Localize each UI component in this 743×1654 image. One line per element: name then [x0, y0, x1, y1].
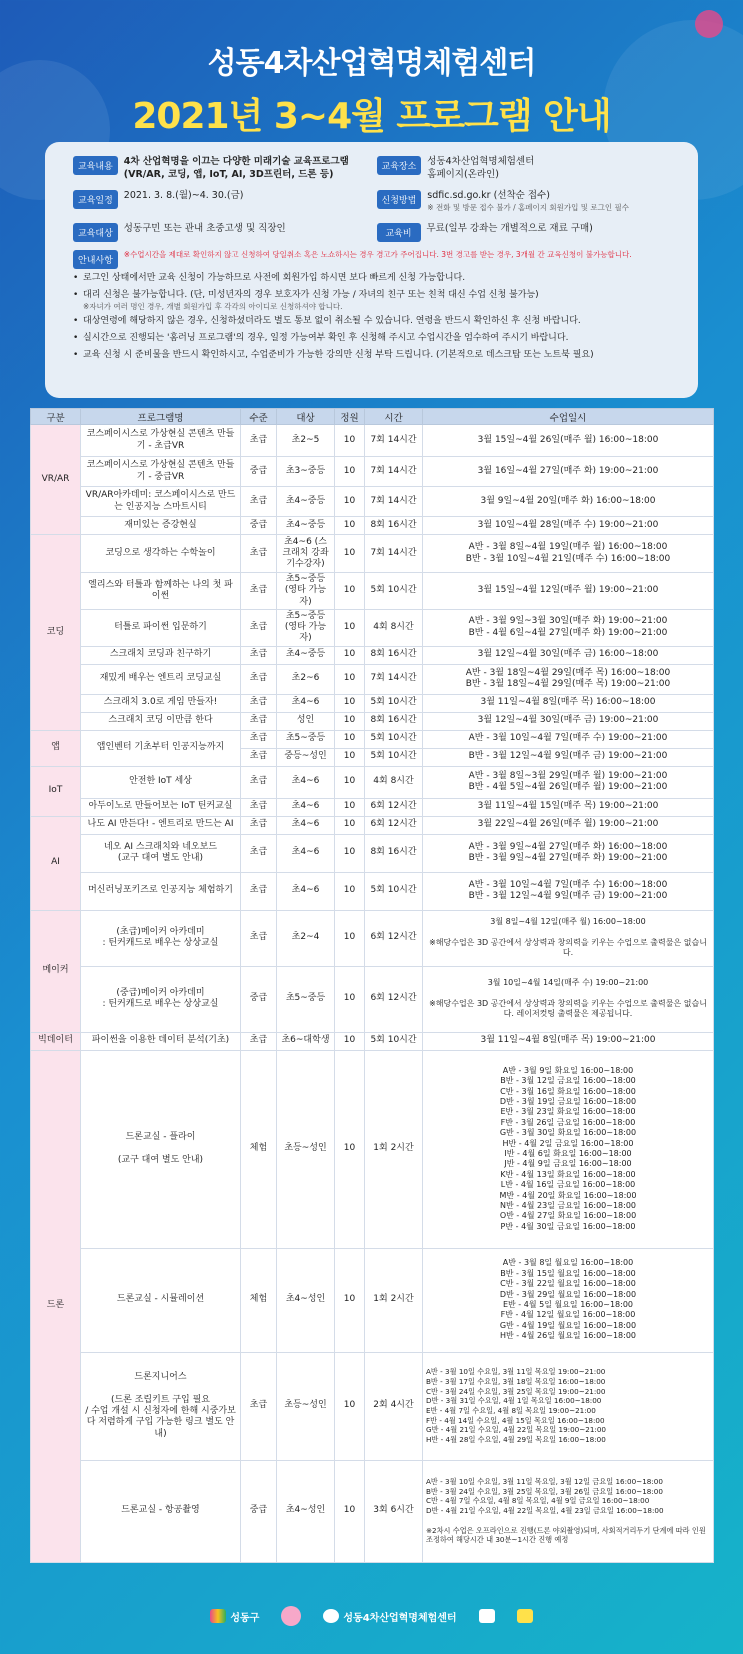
hours-cell: 5회 10시간	[365, 1032, 423, 1050]
target-cell: 초4~6	[277, 872, 335, 910]
capacity-cell: 10	[335, 1050, 365, 1248]
page-subtitle: 2021년 3~4월 프로그램 안내	[132, 96, 611, 137]
table-row	[31, 816, 714, 834]
hours-cell: 5회 10시간	[365, 573, 423, 610]
table-row	[31, 966, 714, 1032]
table-row	[31, 425, 714, 457]
hours-cell: 5회 10시간	[365, 730, 423, 748]
fee-tag: 교육비	[377, 223, 421, 242]
capacity-cell: 10	[335, 910, 365, 966]
level-cell: 체험	[241, 1248, 277, 1352]
capacity-cell: 10	[335, 872, 365, 910]
category-cell: 메이커	[31, 910, 81, 1032]
level-cell: 초급	[241, 425, 277, 457]
target-cell: 초등~성인	[277, 1050, 335, 1248]
category-cell: VR/AR	[31, 425, 81, 535]
level-cell: 초급	[241, 1352, 277, 1460]
hours-cell: 8회 16시간	[365, 646, 423, 664]
target-cell: 초5~중등 (영타 가능자)	[277, 573, 335, 610]
category-cell: 앱	[31, 730, 81, 766]
target-cell: 초4~중등	[277, 487, 335, 517]
capacity-cell: 10	[335, 730, 365, 748]
schedule-cell: A반 - 3월 10일 수요일, 3월 11일 목요일 19:00~21:00 B반 - 3월 17일 수요일, 3월 18일 목요일 16:00~18:00 C반 - 3월 24일 수요일, 3월 25일 목요일 19:00~21:00 D반 - 3월 31일 수요일, 4월 1일 목요일 16:00~18:00 E반 - 4월 7일 수요일, 4월 8일 목요일 19:00~21:00 F반 - 4월 14일 수요일, 4월 15일 목요일 16:00~18:00 G반 - 4월 21일 수요일, 4월 22일 목요일 19:00~21:00 H반 - 4월 28일 수요일, 4월 29일 목요일 16:00~18:00	[423, 1352, 714, 1460]
capacity-cell: 10	[335, 1032, 365, 1050]
level-cell: 초급	[241, 694, 277, 712]
level-cell: 중급	[241, 457, 277, 487]
hours-cell: 4회 8시간	[365, 766, 423, 798]
info-box	[45, 142, 698, 398]
schedule-cell: A반 - 3월 10일~4월 7일(매주 수) 16:00~18:00 B반 - 3월 12일~4월 9일(매주 금) 19:00~21:00	[423, 872, 714, 910]
target-cell: 초4~6	[277, 766, 335, 798]
capacity-cell: 10	[335, 457, 365, 487]
capacity-cell: 10	[335, 1352, 365, 1460]
schedule-cell: 3월 8일~4월 12일(매주 월) 16:00~18:00 ※해당수업은 3D 공간에서 상상력과 창의력을 키우는 수업으로 출력물은 없습니다.	[423, 910, 714, 966]
target-cell: 초4~중등	[277, 646, 335, 664]
col-schedule: 수업일시	[423, 409, 714, 425]
target-cell: 초5~중등	[277, 730, 335, 748]
table-row	[31, 798, 714, 816]
notice-item: • 대상연령에 해당하지 않은 경우, 신청하셨더라도 별도 통보 없이 취소될 수 있습니다. 연령을 반드시 확인하신 후 신청 바랍니다.	[73, 316, 680, 328]
notice-text: ※수업시간을 제대로 확인하지 않고 신청하여 당일취소 혹은 노쇼하시는 경우 경고가 주어집니다. 3번 경고를 받는 경우, 3개월 간 교육신청이 불가능합니다.	[123, 250, 632, 260]
notice-tag: 안내사항	[73, 250, 118, 269]
target-cell: 초4~6 (스크래치 강좌 기수강자)	[277, 535, 335, 573]
schedule-cell: 3월 12일~4월 30일(매주 금) 16:00~18:00	[423, 646, 714, 664]
mascot-icon	[281, 1606, 301, 1626]
program-name-cell: 파이썬을 이용한 데이터 분석(기초)	[81, 1032, 241, 1050]
table-row	[31, 834, 714, 872]
capacity-cell: 10	[335, 694, 365, 712]
schedule-cell: A반 - 3월 8일~3월 29일(매주 월) 19:00~21:00 B반 - 4월 5일~4월 26일(매주 월) 19:00~21:00	[423, 766, 714, 798]
program-name-cell: 재미있는 증강현실	[81, 517, 241, 535]
table-row	[31, 872, 714, 910]
target-cell: 성인	[277, 712, 335, 730]
target-cell: 초2~4	[277, 910, 335, 966]
schedule-cell: 3월 11일~4월 8일(매주 목) 16:00~18:00	[423, 694, 714, 712]
capacity-cell: 10	[335, 816, 365, 834]
program-name-cell: (중급)메이커 아카데미 : 틴커캐드로 배우는 상상교실	[81, 966, 241, 1032]
program-name-cell: 안전한 IoT 세상	[81, 766, 241, 798]
schedule-cell: B반 - 3월 12일~4월 9일(매주 금) 19:00~21:00	[423, 748, 714, 766]
target-cell: 초2~6	[277, 664, 335, 694]
schedule-cell: A반 - 3월 9일~4월 27일(매주 화) 16:00~18:00 B반 - 3월 9일~4월 27일(매주 화) 19:00~21:00	[423, 834, 714, 872]
level-cell: 초급	[241, 834, 277, 872]
schedule-cell: 3월 15일~4월 26일(매주 월) 16:00~18:00	[423, 425, 714, 457]
level-cell: 초급	[241, 664, 277, 694]
level-cell: 초급	[241, 730, 277, 748]
table-row	[31, 535, 714, 573]
level-cell: 초급	[241, 910, 277, 966]
target-cell: 중등~성인	[277, 748, 335, 766]
schedule-cell: 3월 11일~4월 8일(매주 목) 19:00~21:00	[423, 1032, 714, 1050]
schedule-cell: A반 - 3월 10일~4월 7일(매주 수) 19:00~21:00	[423, 730, 714, 748]
hours-cell: 7회 14시간	[365, 487, 423, 517]
table-row	[31, 517, 714, 535]
capacity-cell: 10	[335, 748, 365, 766]
level-cell: 체험	[241, 1050, 277, 1248]
col-category: 구분	[31, 409, 81, 425]
table-row	[31, 1032, 714, 1050]
target-cell: 초3~중등	[277, 457, 335, 487]
content-text-2: (VR/AR, 코딩, 앱, IoT, AI, 3D프린터, 드론 등)	[123, 168, 334, 180]
date-tag: 교육일정	[73, 190, 118, 209]
table-row	[31, 712, 714, 730]
level-cell: 초급	[241, 748, 277, 766]
footer-logos	[0, 1606, 743, 1626]
schedule-cell: 3월 11일~4월 15일(매주 목) 19:00~21:00	[423, 798, 714, 816]
capacity-cell: 10	[335, 517, 365, 535]
program-name-cell: 드론지니어스 (드론 조립키트 구입 필요 / 수업 개설 시 신청자에 한해 시중가보다 저렴하게 구입 가능한 링크 별도 안내)	[81, 1352, 241, 1460]
target-text: 성동구민 또는 관내 초중고생 및 직장인	[123, 223, 286, 235]
schedule-cell: A반 - 3월 10일 수요일, 3월 11일 목요일, 3월 12일 금요일 16:00~18:00 B반 - 3월 24일 수요일, 3월 25일 목요일, 3월 26일 금요일 16:00~18:00 C반 - 4월 7일 수요일, 4월 8일 목요일, 4월 9일 금요일 16:00~18:00 D반 - 4월 21일 수요일, 4월 22일 목요일, 4월 23일 금요일 16:00~18:00 ※2차시 수업은 오프라인으로 진행(드론 야외촬영)되며, 사회적거리두기 단계에 따라 인원 조정하여 해당시간 내 30분~1시간 진행 예정	[423, 1460, 714, 1562]
target-cell: 초4~6	[277, 694, 335, 712]
schedule-cell: A반 - 3월 9일 화요일 16:00~18:00 B반 - 3월 12일 금요일 16:00~18:00 C반 - 3월 16일 화요일 16:00~18:00 D반 - 3월 19일 금요일 16:00~18:00 E반 - 3월 23일 화요일 16:00~18:00 F반 - 3월 26일 금요일 16:00~18:00 G반 - 3월 30일 화요일 16:00~18:00 H반 - 4월 2일 금요일 16:00~18:00 I반 - 4월 6일 화요일 16:00~18:00 J반 - 4월 9일 금요일 16:00~18:00 K반 - 4월 13일 화요일 16:00~18:00 L반 - 4월 16일 금요일 16:00~18:00 M반 - 4월 20일 화요일 16:00~18:00 N반 - 4월 23일 금요일 16:00~18:00 O반 - 4월 27일 화요일 16:00~18:00 P반 - 4월 30일 금요일 16:00~18:00	[423, 1050, 714, 1248]
target-cell: 초5~중등	[277, 966, 335, 1032]
target-cell: 초5~중등 (영타 가능자)	[277, 609, 335, 646]
hours-cell: 7회 14시간	[365, 535, 423, 573]
level-cell: 중급	[241, 517, 277, 535]
program-name-cell: 나도 AI 만든다! - 엔트리로 만드는 AI	[81, 816, 241, 834]
center-logo: 성동4차산업혁명체험센터	[323, 1609, 456, 1624]
hours-cell: 8회 16시간	[365, 517, 423, 535]
level-cell: 초급	[241, 573, 277, 610]
capacity-cell: 10	[335, 766, 365, 798]
schedule-cell: A반 - 3월 8일 월요일 16:00~18:00 B반 - 3월 15일 월요일 16:00~18:00 C반 - 3월 22일 월요일 16:00~18:00 D반 - 3월 29일 월요일 16:00~18:00 E반 - 4월 5일 월요일 16:00~18:00 F반 - 4월 12일 월요일 16:00~18:00 G반 - 4월 19일 월요일 16:00~18:00 H반 - 4월 26일 월요일 16:00~18:00	[423, 1248, 714, 1352]
table-row	[31, 766, 714, 798]
level-cell: 중급	[241, 966, 277, 1032]
program-name-cell: 머신러닝포키즈로 인공지능 체험하기	[81, 872, 241, 910]
decor-dot	[695, 10, 723, 38]
hours-cell: 5회 10시간	[365, 872, 423, 910]
hours-cell: 4회 8시간	[365, 609, 423, 646]
program-name-cell: 스크래치 코딩 이만큼 한다	[81, 712, 241, 730]
seongdong-logo: 성동구	[210, 1609, 259, 1624]
capacity-cell: 10	[335, 425, 365, 457]
notice-item: • 실시간으로 진행되는 '홈러닝 프로그램'의 경우, 일정 가능여부 확인 후 신청해 주시고 수업시간을 엄수하여 주시기 바랍니다.	[73, 333, 680, 345]
category-cell: AI	[31, 816, 81, 910]
program-name-cell: 아두이노로 만들어보는 IoT 틴커교실	[81, 798, 241, 816]
program-name-cell: 네오 AI 스크래치와 네오보드 (교구 대여 별도 안내)	[81, 834, 241, 872]
notice-sub: ※자녀가 여러 명인 경우, 개별 회원가입 후 각각의 아이디로 신청하셔야 합니다.	[83, 301, 343, 311]
hours-cell: 1회 2시간	[365, 1248, 423, 1352]
hours-cell: 6회 12시간	[365, 816, 423, 834]
program-name-cell: 코스페이시스로 가상현실 콘텐츠 만들기 - 초급VR	[81, 425, 241, 457]
hours-cell: 7회 14시간	[365, 457, 423, 487]
col-program: 프로그램명	[81, 409, 241, 425]
table-row	[31, 646, 714, 664]
table-row	[31, 487, 714, 517]
col-capacity: 정원	[335, 409, 365, 425]
unesco-logo	[479, 1609, 495, 1623]
date-text: 2021. 3. 8.(월)~4. 30.(금)	[123, 189, 244, 201]
program-name-cell: 드론교실 - 항공촬영	[81, 1460, 241, 1562]
capacity-cell: 10	[335, 798, 365, 816]
program-name-cell: 터틀로 파이썬 입문하기	[81, 609, 241, 646]
program-name-cell: 스크래치 3.0로 게임 만들자!	[81, 694, 241, 712]
program-name-cell: 코스페이시스로 가상현실 콘텐츠 만들기 - 중급VR	[81, 457, 241, 487]
target-cell: 초4~6	[277, 816, 335, 834]
table-row	[31, 664, 714, 694]
target-cell: 초등~성인	[277, 1352, 335, 1460]
level-cell: 초급	[241, 646, 277, 664]
program-name-cell: 재밌게 배우는 엔트리 코딩교실	[81, 664, 241, 694]
capacity-cell: 10	[335, 834, 365, 872]
place-text: 성동4차산업혁명체험센터	[427, 156, 535, 167]
target-tag: 교육대상	[73, 223, 118, 242]
target-cell: 초6~대학생	[277, 1032, 335, 1050]
level-cell: 초급	[241, 1032, 277, 1050]
schedule-cell: 3월 22일~4월 26일(매주 월) 19:00~21:00	[423, 816, 714, 834]
level-cell: 초급	[241, 816, 277, 834]
schedule-cell: 3월 10일~4월 28일(매주 수) 19:00~21:00	[423, 517, 714, 535]
level-cell: 초급	[241, 535, 277, 573]
table-row	[31, 573, 714, 610]
program-name-cell: VR/AR아카데미: 코스페이시스로 만드는 인공지능 스마트시티	[81, 487, 241, 517]
table-row	[31, 730, 714, 748]
target-cell: 초4~중등	[277, 517, 335, 535]
category-cell: 빅데이터	[31, 1032, 81, 1050]
target-cell: 초4~6	[277, 834, 335, 872]
hours-cell: 5회 10시간	[365, 748, 423, 766]
table-row	[31, 694, 714, 712]
apply-note: ※ 전화 및 방문 접수 불가 / 홈페이지 회원가입 및 로그인 필수	[427, 203, 629, 213]
target-cell: 초4~6	[277, 798, 335, 816]
capacity-cell: 10	[335, 573, 365, 610]
capacity-cell: 10	[335, 1248, 365, 1352]
hours-cell: 6회 12시간	[365, 798, 423, 816]
level-cell: 초급	[241, 712, 277, 730]
level-cell: 초급	[241, 487, 277, 517]
notice-item: • 교육 신청 시 준비물을 반드시 확인하시고, 수업준비가 가능한 강의만 신청 부탁 드립니다. (기본적으로 데스크탑 또는 노트북 필요)	[73, 350, 680, 362]
table-row	[31, 457, 714, 487]
schedule-cell: 3월 10일~4월 14일(매주 수) 19:00~21:00 ※해당수업은 3D 공간에서 상상력과 창의력을 키우는 수업으로 출력물은 없습니다. 레이저컷팅 출력물은 제공됩니다.	[423, 966, 714, 1032]
schedule-cell: 3월 15일~4월 12일(매주 월) 19:00~21:00	[423, 573, 714, 610]
program-name-cell: 코딩으로 생각하는 수학놀이	[81, 535, 241, 573]
apply-link[interactable]: sdfic.sd.go.kr (선착순 접수)	[427, 189, 550, 201]
col-hours: 시간	[365, 409, 423, 425]
place-text-2: 홈페이지(온라인)	[427, 168, 499, 180]
place-tag: 교육장소	[377, 156, 422, 175]
hours-cell: 8회 16시간	[365, 834, 423, 872]
level-cell: 초급	[241, 766, 277, 798]
target-cell: 초4~성인	[277, 1460, 335, 1562]
hours-cell: 1회 2시간	[365, 1050, 423, 1248]
hours-cell: 7회 14시간	[365, 664, 423, 694]
schedule-cell: 3월 9일~4월 20일(매주 화) 16:00~18:00	[423, 487, 714, 517]
table-header-row	[31, 409, 714, 425]
capacity-cell: 10	[335, 1460, 365, 1562]
hours-cell: 8회 16시간	[365, 712, 423, 730]
program-name-cell: 앱인벤터 기초부터 인공지능까지	[81, 730, 241, 766]
hours-cell: 7회 14시간	[365, 425, 423, 457]
col-target: 대상	[277, 409, 335, 425]
notice-item: • 로그인 상태에서만 교육 신청이 가능하므로 사전에 회원가입 하시면 보다 빠르게 신청 가능합니다.	[73, 273, 680, 285]
table-row	[31, 1050, 714, 1248]
hours-cell: 6회 12시간	[365, 966, 423, 1032]
schedule-cell: 3월 12일~4월 30일(매주 금) 19:00~21:00	[423, 712, 714, 730]
capacity-cell: 10	[335, 646, 365, 664]
table-row	[31, 609, 714, 646]
capacity-cell: 10	[335, 966, 365, 1032]
table-row	[31, 1352, 714, 1460]
level-cell: 초급	[241, 872, 277, 910]
content-text: 4차 산업혁명을 이끄는 다양한 미래기술 교육프로그램	[123, 156, 349, 167]
table-row	[31, 1248, 714, 1352]
schedule-cell: 3월 16일~4월 27일(매주 화) 19:00~21:00	[423, 457, 714, 487]
program-name-cell: (초급)메이커 아카데미 : 틴커캐드로 배우는 상상교실	[81, 910, 241, 966]
notice-list	[73, 273, 680, 361]
table-row	[31, 910, 714, 966]
target-cell: 초2~5	[277, 425, 335, 457]
col-level: 수준	[241, 409, 277, 425]
notice-item: • 대리 신청은 불가능합니다. (단, 미성년자의 경우 보호자가 신청 가능 / 자녀의 친구 또는 친척 대신 수업 신청 불가능) ※자녀가 여러 명인 경우, 개별 회원가입 후 각각의 아이디로 신청하셔야 합니다.	[73, 290, 680, 311]
level-cell: 중급	[241, 1460, 277, 1562]
program-name-cell: 엘리스와 터틀과 함께하는 나의 첫 파이썬	[81, 573, 241, 610]
level-cell: 초급	[241, 798, 277, 816]
page-title: 성동4차산업혁명체험센터	[207, 46, 536, 81]
table-row	[31, 1460, 714, 1562]
category-cell: 코딩	[31, 535, 81, 731]
target-cell: 초4~성인	[277, 1248, 335, 1352]
hours-cell: 6회 12시간	[365, 910, 423, 966]
capacity-cell: 10	[335, 609, 365, 646]
category-cell: IoT	[31, 766, 81, 816]
page-header	[0, 38, 743, 139]
hours-cell: 2회 4시간	[365, 1352, 423, 1460]
program-name-cell: 스크래치 코딩과 친구하기	[81, 646, 241, 664]
category-cell: 드론	[31, 1050, 81, 1562]
program-name-cell: 드론교실 - 플라이 (교구 대여 별도 안내)	[81, 1050, 241, 1248]
apply-tag: 신청방법	[377, 190, 422, 209]
level-cell: 초급	[241, 609, 277, 646]
capacity-cell: 10	[335, 535, 365, 573]
fee-text: 무료(일부 강좌는 개별적으로 재료 구매)	[426, 223, 593, 235]
schedule-cell: A반 - 3월 9일~3월 30일(매주 화) 19:00~21:00 B반 - 4월 6일~4월 27일(매주 화) 19:00~21:00	[423, 609, 714, 646]
capacity-cell: 10	[335, 712, 365, 730]
capacity-cell: 10	[335, 487, 365, 517]
program-name-cell: 드론교실 - 시뮬레이션	[81, 1248, 241, 1352]
capacity-cell: 10	[335, 664, 365, 694]
partner-logo	[517, 1609, 533, 1623]
schedule-cell: A반 - 3월 8일~4월 19일(매주 월) 16:00~18:00 B반 - 3월 10일~4월 21일(매주 수) 16:00~18:00	[423, 535, 714, 573]
hours-cell: 3회 6시간	[365, 1460, 423, 1562]
content-tag: 교육내용	[73, 156, 118, 175]
schedule-cell: A반 - 3월 18일~4월 29일(매주 목) 16:00~18:00 B반 - 3월 18일~4월 29일(매주 목) 19:00~21:00	[423, 664, 714, 694]
hours-cell: 5회 10시간	[365, 694, 423, 712]
program-table	[30, 408, 714, 1563]
